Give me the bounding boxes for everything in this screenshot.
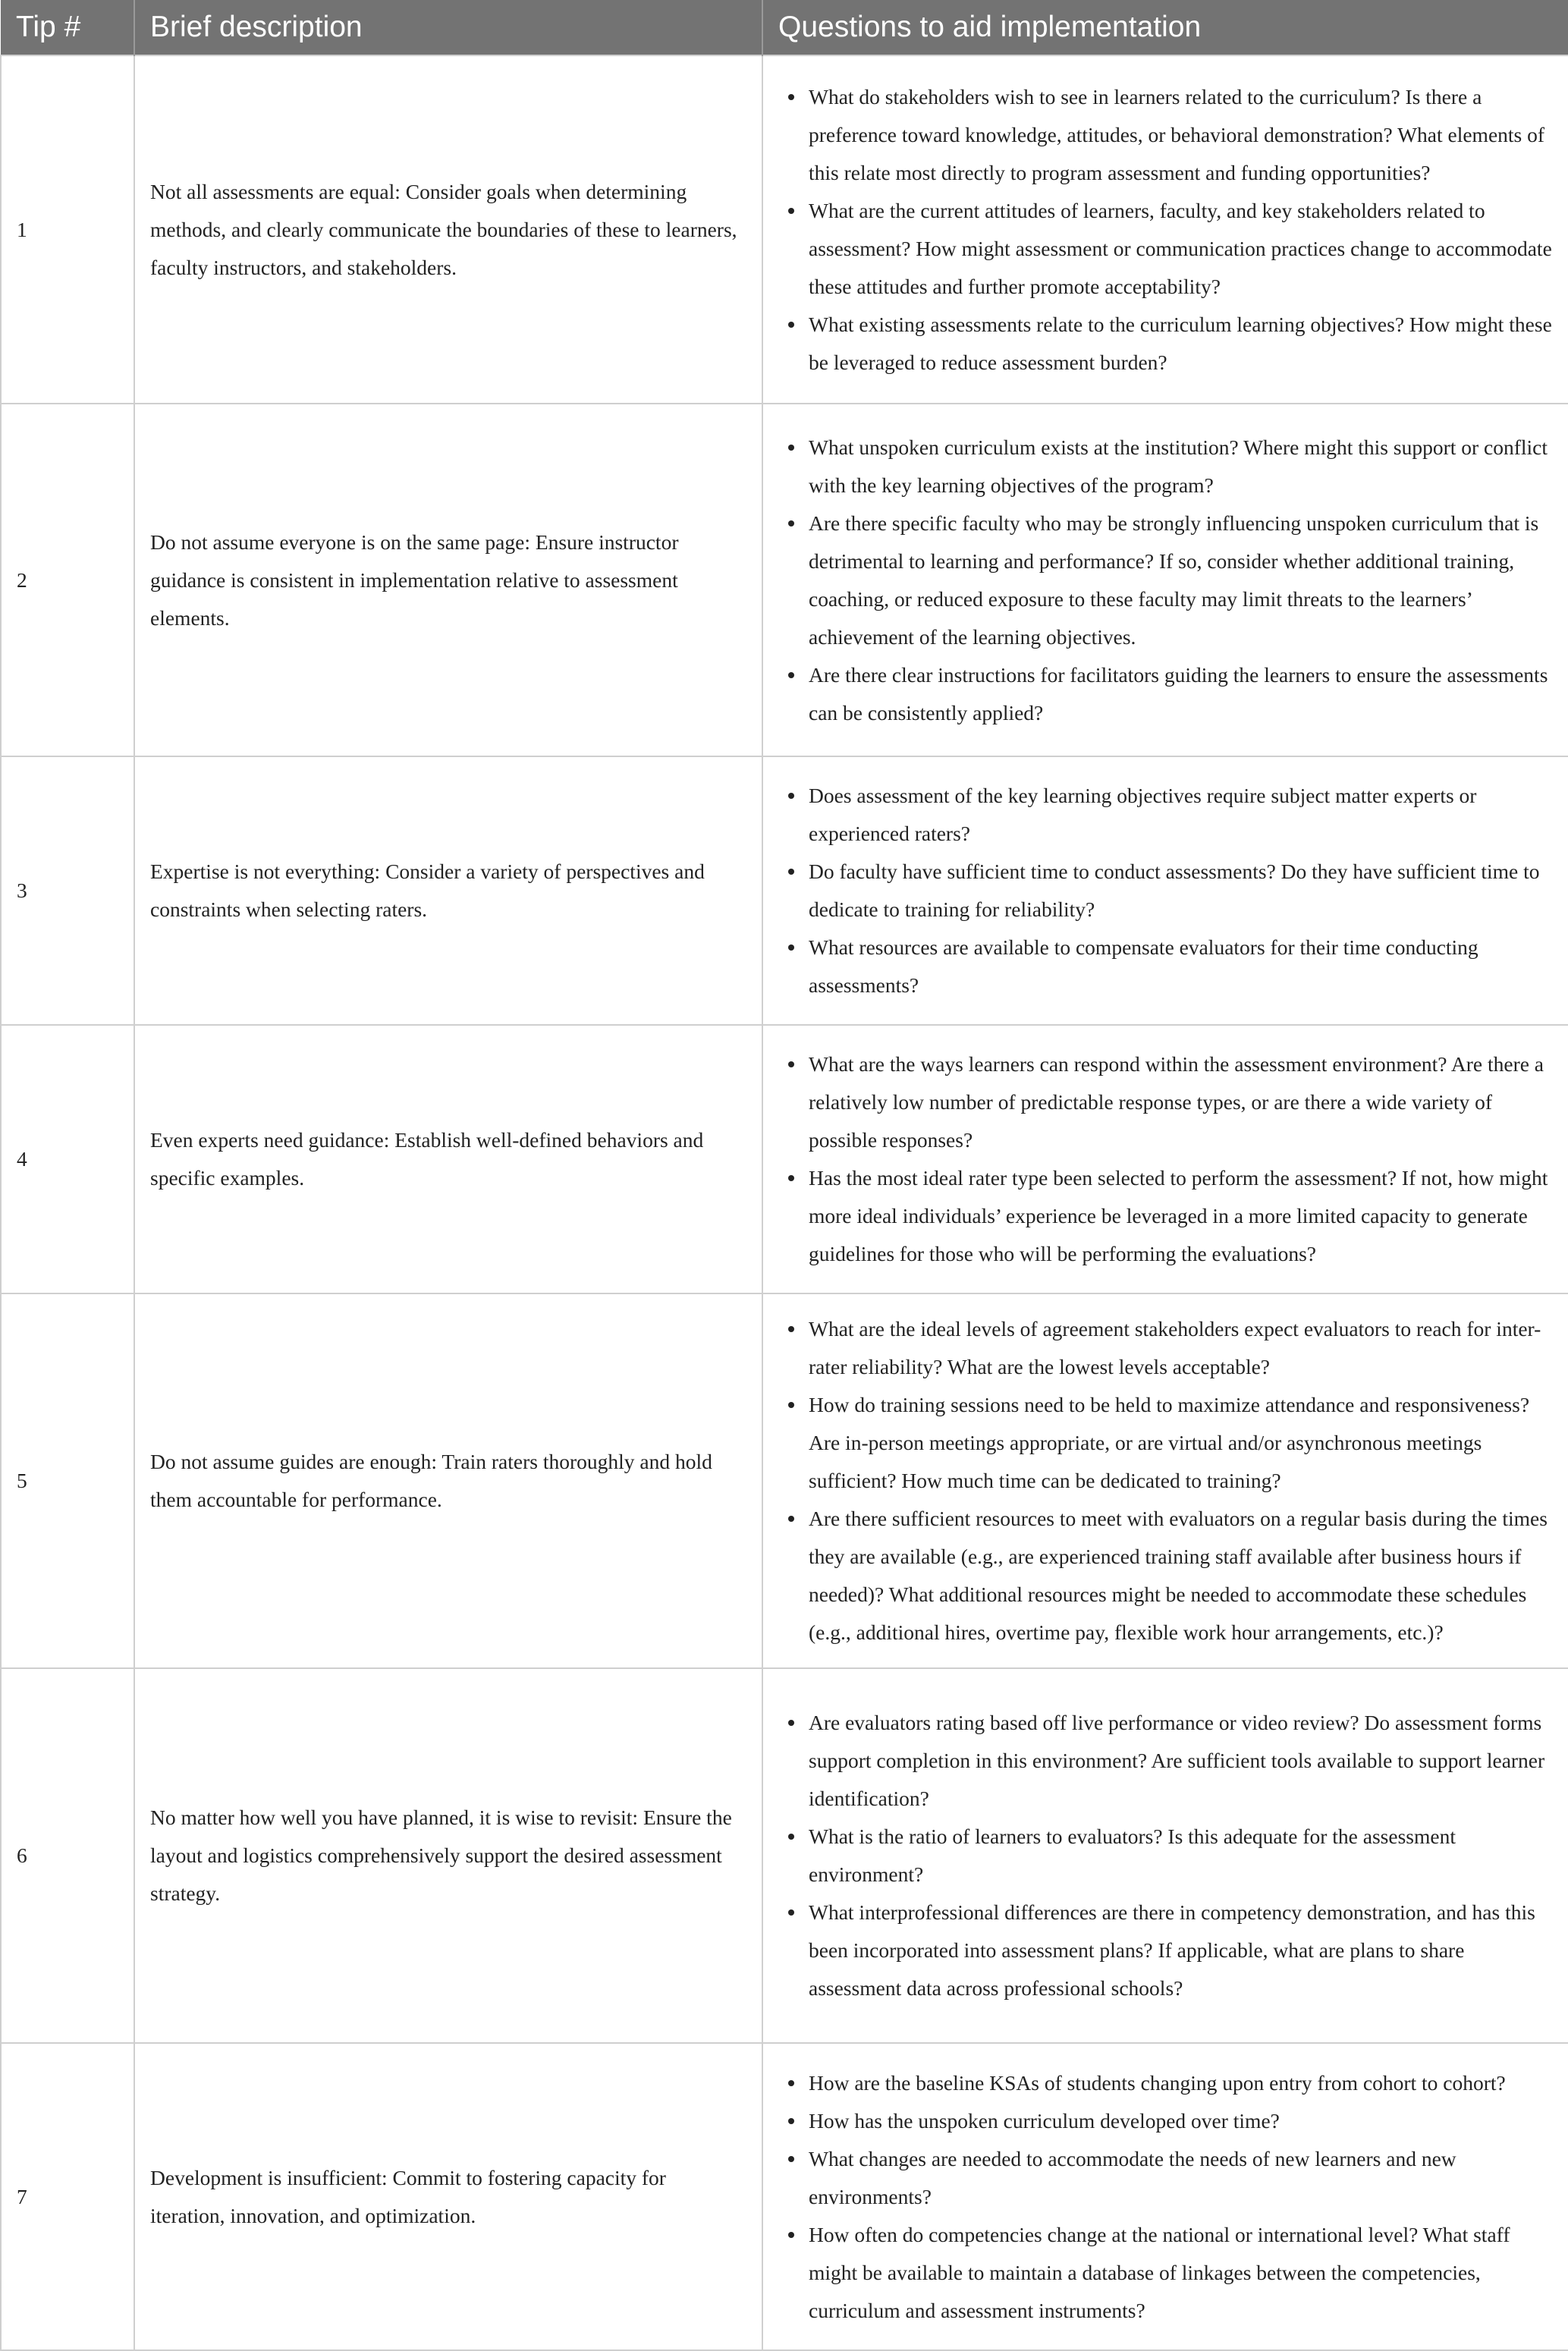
question-item: Has the most ideal rater type been selected to perform the assessment? If not, how might more ideal individuals’ experience be leveraged in a more limited capacity to generate guidelines for those who will be performing the evaluations? <box>786 1159 1553 1273</box>
tip-number: 2 <box>1 404 134 756</box>
question-list <box>786 429 1553 732</box>
table-row <box>1 1668 1568 2043</box>
question-list <box>786 1045 1553 1273</box>
tip-description: Development is insufficient: Commit to fostering capacity for iteration, innovation, and optimization. <box>134 2043 762 2350</box>
table-row <box>1 1293 1568 1668</box>
question-item: What interprofessional differences are there in competency demonstration, and has this been incorporated into assessment plans? If applicable, what are plans to share assessment data across professional schools? <box>786 1894 1553 2007</box>
header-row <box>1 0 1568 55</box>
table-row <box>1 404 1568 756</box>
table-row <box>1 756 1568 1025</box>
tip-description: Not all assessments are equal: Consider goals when determining methods, and clearly communicate the boundaries of these to learners, faculty instructors, and stakeholders. <box>134 55 762 404</box>
question-item: What existing assessments relate to the curriculum learning objectives? How might these be leveraged to reduce assessment burden? <box>786 306 1553 382</box>
tip-description: No matter how well you have planned, it is wise to revisit: Ensure the layout and logistics comprehensively support the desired assessment strategy. <box>134 1668 762 2043</box>
question-item: How often do competencies change at the national or international level? What staff might be available to maintain a database of linkages between the competencies, curriculum and assessment instruments? <box>786 2216 1553 2330</box>
question-item: What are the current attitudes of learners, faculty, and key stakeholders related to assessment? How might assessment or communication practices change to accommodate these attitudes and further promote acceptability? <box>786 192 1553 306</box>
tip-number: 1 <box>1 55 134 404</box>
tip-description: Do not assume everyone is on the same page: Ensure instructor guidance is consistent in implementation relative to assessment elements. <box>134 404 762 756</box>
question-list <box>786 1310 1553 1652</box>
tip-number: 7 <box>1 2043 134 2350</box>
question-item: Are evaluators rating based off live performance or video review? Do assessment forms support completion in this environment? Are sufficient tools available to support learner identification? <box>786 1704 1553 1818</box>
implementation-questions <box>762 1668 1568 2043</box>
header-tip-number: Tip # <box>1 0 134 55</box>
question-list <box>786 2064 1553 2330</box>
table-row <box>1 2043 1568 2350</box>
question-item: What are the ways learners can respond within the assessment environment? Are there a relatively low number of predictable response types, or are there a wide variety of possible responses? <box>786 1045 1553 1159</box>
question-list <box>786 78 1553 382</box>
implementation-questions <box>762 1025 1568 1293</box>
question-item: What are the ideal levels of agreement stakeholders expect evaluators to reach for inter-rater reliability? What are the lowest levels acceptable? <box>786 1310 1553 1386</box>
question-item: What is the ratio of learners to evaluators? Is this adequate for the assessment environment? <box>786 1818 1553 1894</box>
question-item: What do stakeholders wish to see in learners related to the curriculum? Is there a preference toward knowledge, attitudes, or behavioral demonstration? What elements of this relate most directly to program assessment and funding opportunities? <box>786 78 1553 192</box>
tip-number: 5 <box>1 1293 134 1668</box>
question-item: What changes are needed to accommodate the needs of new learners and new environments? <box>786 2140 1553 2216</box>
question-item: Are there specific faculty who may be strongly influencing unspoken curriculum that is detrimental to learning and performance? If so, consider whether additional training, coaching, or reduced exposure to these faculty may limit threats to the learners’ achievement of the learning objectives. <box>786 504 1553 656</box>
tip-number: 6 <box>1 1668 134 2043</box>
question-item: How are the baseline KSAs of students changing upon entry from cohort to cohort? <box>786 2064 1553 2102</box>
question-list <box>786 1704 1553 2007</box>
question-item: What resources are available to compensate evaluators for their time conducting assessments? <box>786 929 1553 1004</box>
header-brief-description: Brief description <box>134 0 762 55</box>
question-item: Does assessment of the key learning objectives require subject matter experts or experienced raters? <box>786 777 1553 853</box>
question-item: How do training sessions need to be held to maximize attendance and responsiveness? Are in-person meetings appropriate, or are virtual and/or asynchronous meetings sufficient? How much time can be dedicated to training? <box>786 1386 1553 1500</box>
question-item: Are there clear instructions for facilitators guiding the learners to ensure the assessments can be consistently applied? <box>786 656 1553 732</box>
question-item: Do faculty have sufficient time to conduct assessments? Do they have sufficient time to dedicate to training for reliability? <box>786 853 1553 929</box>
tip-description: Even experts need guidance: Establish well-defined behaviors and specific examples. <box>134 1025 762 1293</box>
tip-number: 4 <box>1 1025 134 1293</box>
implementation-questions <box>762 2043 1568 2350</box>
implementation-questions <box>762 756 1568 1025</box>
table-header <box>1 0 1568 55</box>
tip-description: Expertise is not everything: Consider a variety of perspectives and constraints when selecting raters. <box>134 756 762 1025</box>
table-row <box>1 1025 1568 1293</box>
tip-description: Do not assume guides are enough: Train raters thoroughly and hold them accountable for performance. <box>134 1293 762 1668</box>
question-item: What unspoken curriculum exists at the institution? Where might this support or conflict with the key learning objectives of the program? <box>786 429 1553 504</box>
header-questions: Questions to aid implementation <box>762 0 1568 55</box>
implementation-questions <box>762 404 1568 756</box>
table-body <box>1 55 1568 2350</box>
implementation-questions <box>762 55 1568 404</box>
question-item: How has the unspoken curriculum developed over time? <box>786 2102 1553 2140</box>
question-item: Are there sufficient resources to meet with evaluators on a regular basis during the times they are available (e.g., are experienced training staff available after business hours if needed)? What additional resources might be needed to accommodate these schedules (e.g., additional hires, overtime pay, flexible work hour arrangements, etc.)? <box>786 1500 1553 1652</box>
tip-number: 3 <box>1 756 134 1025</box>
implementation-questions <box>762 1293 1568 1668</box>
question-list <box>786 777 1553 1004</box>
table-row <box>1 55 1568 404</box>
